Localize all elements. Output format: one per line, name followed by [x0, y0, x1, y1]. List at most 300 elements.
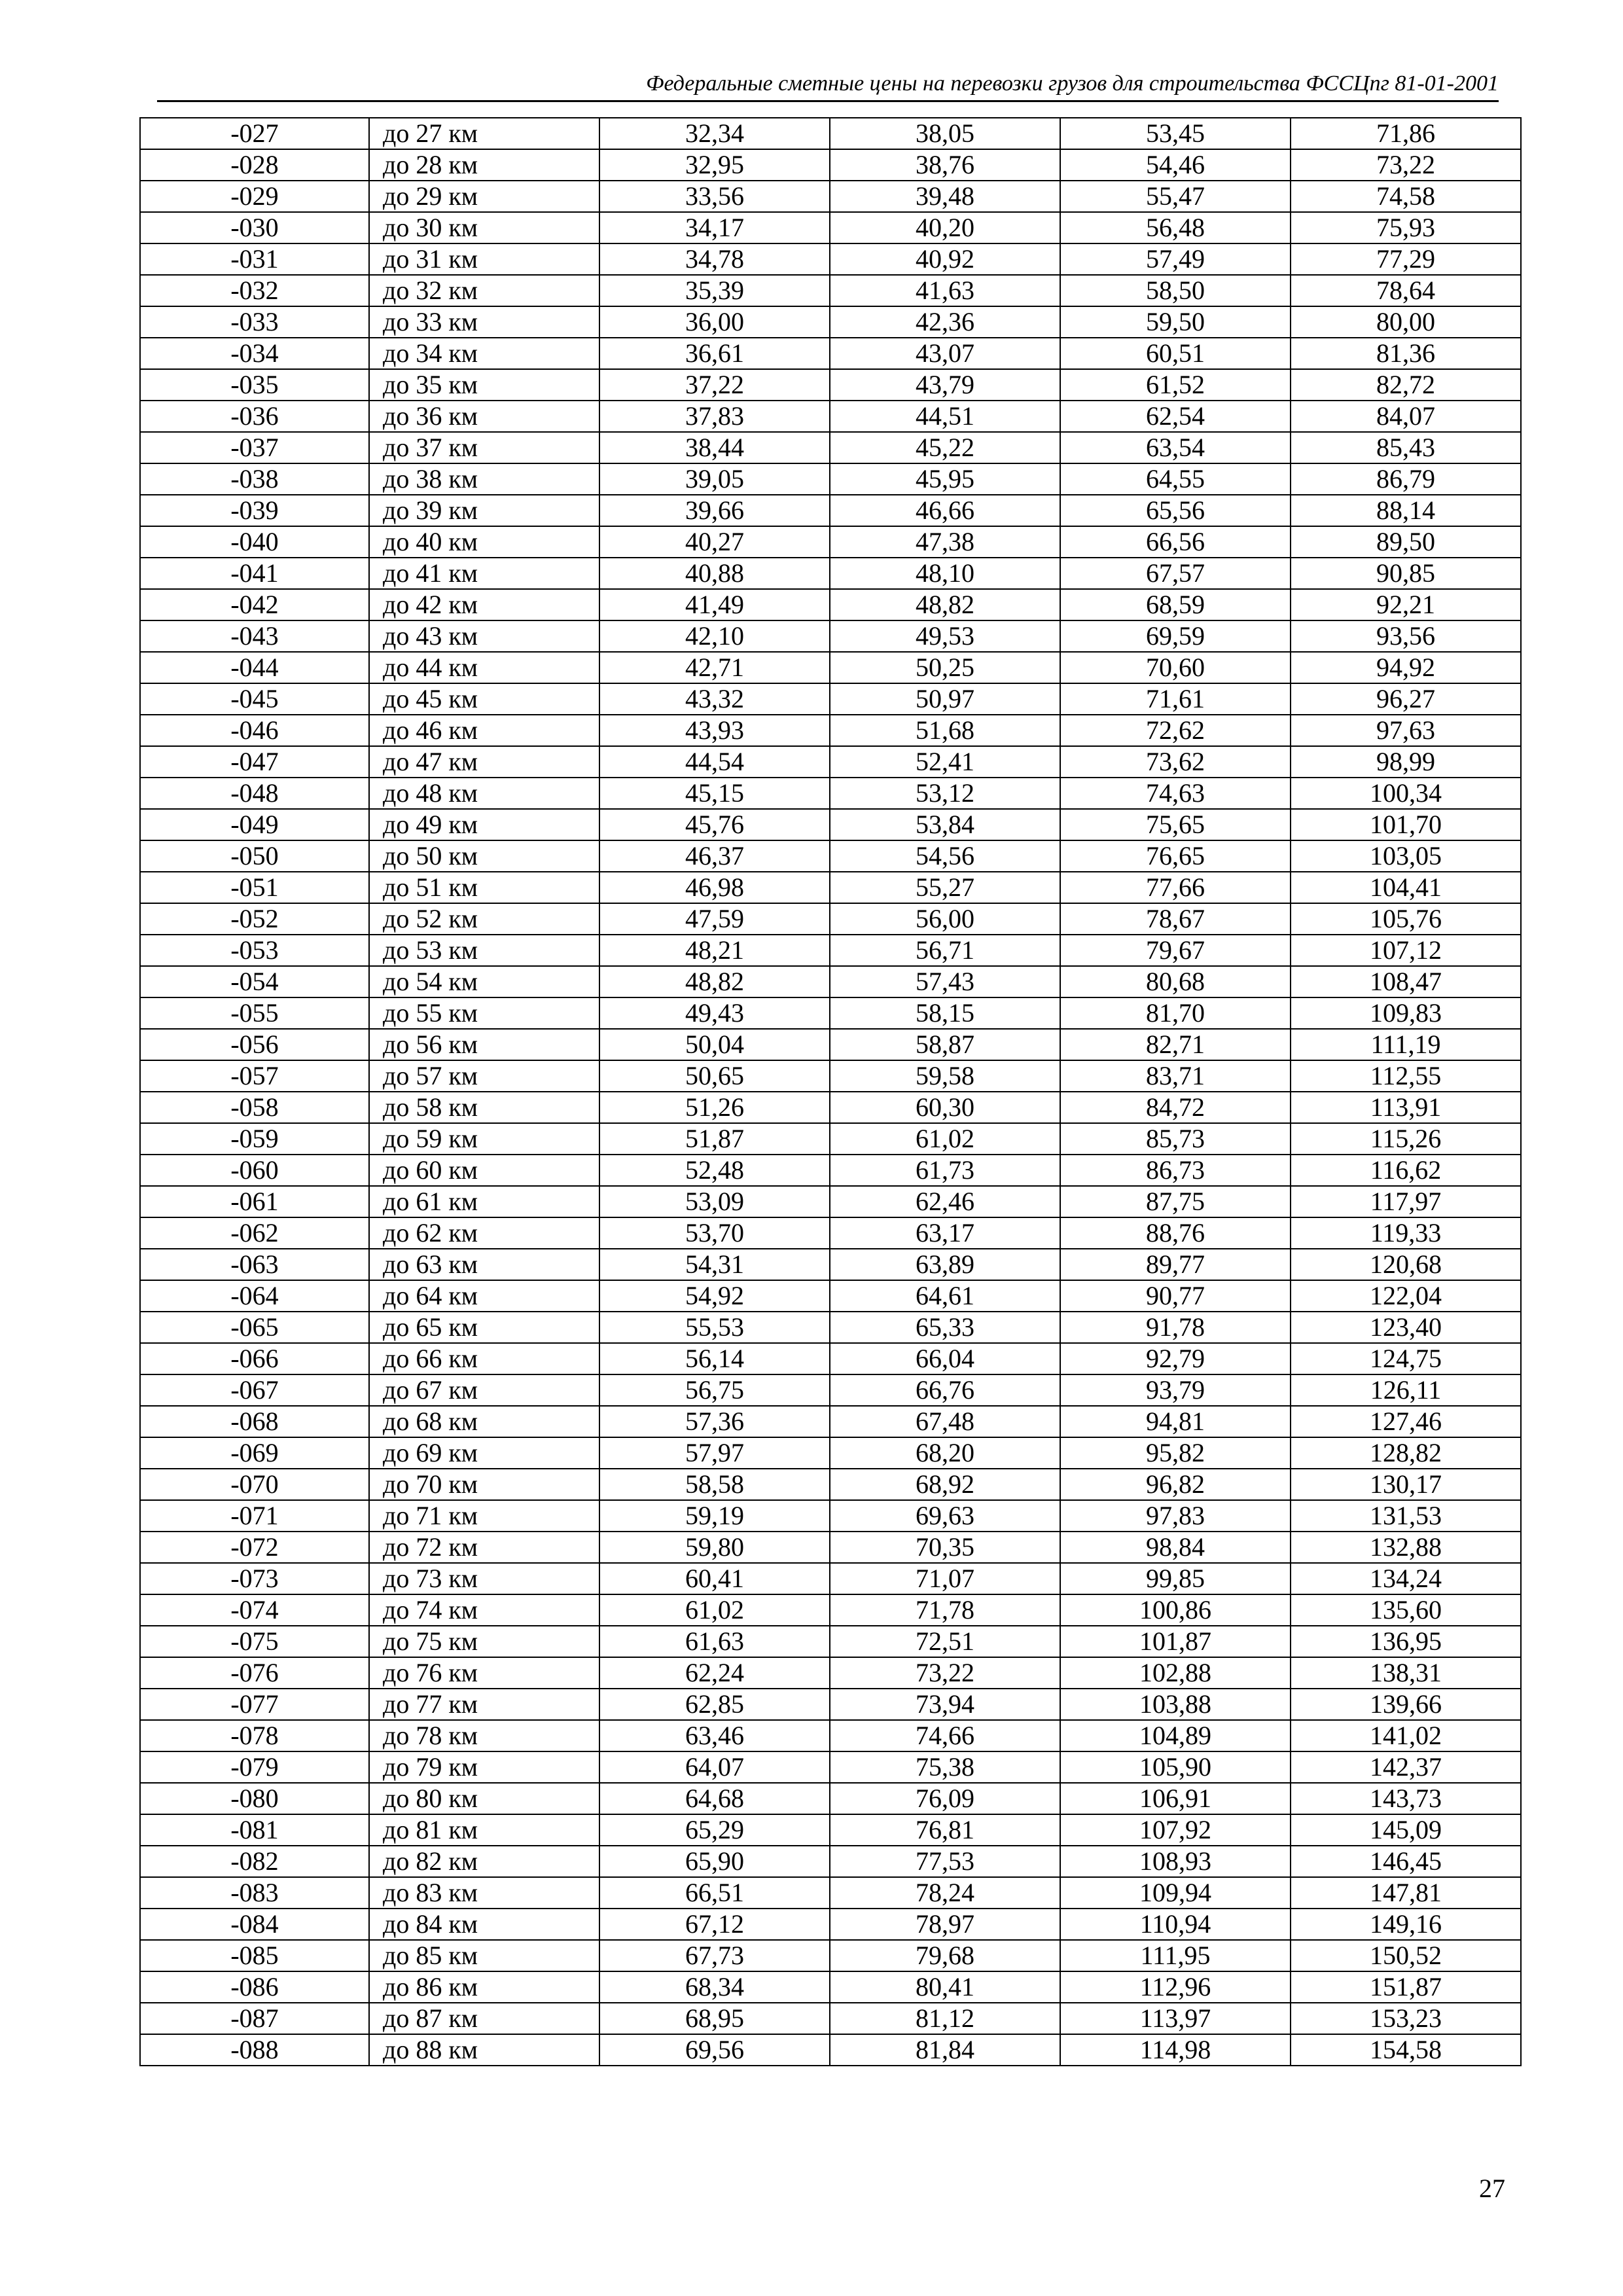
code-cell: -062	[140, 1217, 369, 1249]
price-col1-cell: 42,71	[599, 652, 830, 683]
code-cell: -076	[140, 1657, 369, 1689]
table-row	[140, 1406, 1521, 1437]
price-col1-cell: 37,22	[599, 369, 830, 401]
price-col2-cell: 38,05	[830, 118, 1060, 149]
code-cell: -075	[140, 1626, 369, 1657]
table-row	[140, 1563, 1521, 1594]
distance-cell: до 48 км	[369, 778, 599, 809]
price-col3-cell: 100,86	[1060, 1594, 1291, 1626]
price-col4-cell: 139,66	[1291, 1689, 1521, 1720]
price-col2-cell: 40,20	[830, 212, 1060, 243]
distance-cell: до 49 км	[369, 809, 599, 840]
price-col3-cell: 68,59	[1060, 589, 1291, 620]
price-col3-cell: 110,94	[1060, 1909, 1291, 1940]
price-col3-cell: 92,79	[1060, 1343, 1291, 1374]
price-col1-cell: 58,58	[599, 1469, 830, 1500]
price-col2-cell: 81,84	[830, 2034, 1060, 2066]
price-col3-cell: 93,79	[1060, 1374, 1291, 1406]
price-col2-cell: 58,87	[830, 1029, 1060, 1060]
price-col2-cell: 59,58	[830, 1060, 1060, 1092]
price-col3-cell: 83,71	[1060, 1060, 1291, 1092]
price-col2-cell: 50,97	[830, 683, 1060, 715]
code-cell: -034	[140, 338, 369, 369]
price-col4-cell: 136,95	[1291, 1626, 1521, 1657]
price-col3-cell: 91,78	[1060, 1312, 1291, 1343]
distance-cell: до 37 км	[369, 432, 599, 463]
price-col4-cell: 80,00	[1291, 306, 1521, 338]
price-col3-cell: 95,82	[1060, 1437, 1291, 1469]
price-col2-cell: 43,07	[830, 338, 1060, 369]
distance-cell: до 73 км	[369, 1563, 599, 1594]
table-row	[140, 620, 1521, 652]
price-col3-cell: 88,76	[1060, 1217, 1291, 1249]
table-row	[140, 809, 1521, 840]
price-col1-cell: 40,88	[599, 558, 830, 589]
price-col3-cell: 87,75	[1060, 1186, 1291, 1217]
code-cell: -031	[140, 243, 369, 275]
table-row	[140, 369, 1521, 401]
distance-cell: до 42 км	[369, 589, 599, 620]
distance-cell: до 62 км	[369, 1217, 599, 1249]
code-cell: -084	[140, 1909, 369, 1940]
price-col4-cell: 88,14	[1291, 495, 1521, 526]
price-col3-cell: 101,87	[1060, 1626, 1291, 1657]
distance-cell: до 61 км	[369, 1186, 599, 1217]
price-col1-cell: 52,48	[599, 1155, 830, 1186]
price-col4-cell: 85,43	[1291, 432, 1521, 463]
price-col3-cell: 66,56	[1060, 526, 1291, 558]
table-row	[140, 1594, 1521, 1626]
price-col3-cell: 59,50	[1060, 306, 1291, 338]
price-col4-cell: 131,53	[1291, 1500, 1521, 1532]
price-col4-cell: 153,23	[1291, 2003, 1521, 2034]
price-col3-cell: 107,92	[1060, 1814, 1291, 1846]
price-col2-cell: 73,94	[830, 1689, 1060, 1720]
price-col1-cell: 66,51	[599, 1877, 830, 1909]
price-col3-cell: 75,65	[1060, 809, 1291, 840]
table-row	[140, 966, 1521, 997]
price-col2-cell: 65,33	[830, 1312, 1060, 1343]
price-col2-cell: 48,82	[830, 589, 1060, 620]
table-row	[140, 338, 1521, 369]
distance-cell: до 57 км	[369, 1060, 599, 1092]
distance-cell: до 54 км	[369, 966, 599, 997]
price-col2-cell: 49,53	[830, 620, 1060, 652]
table-row	[140, 715, 1521, 746]
price-col2-cell: 75,38	[830, 1751, 1060, 1783]
price-col3-cell: 113,97	[1060, 2003, 1291, 2034]
table-row	[140, 778, 1521, 809]
price-col4-cell: 142,37	[1291, 1751, 1521, 1783]
price-col1-cell: 49,43	[599, 997, 830, 1029]
price-col3-cell: 114,98	[1060, 2034, 1291, 2066]
price-col3-cell: 111,95	[1060, 1940, 1291, 1971]
price-col4-cell: 146,45	[1291, 1846, 1521, 1877]
code-cell: -048	[140, 778, 369, 809]
price-col1-cell: 56,14	[599, 1343, 830, 1374]
distance-cell: до 77 км	[369, 1689, 599, 1720]
code-cell: -080	[140, 1783, 369, 1814]
price-col4-cell: 75,93	[1291, 212, 1521, 243]
table-row	[140, 589, 1521, 620]
price-col1-cell: 34,78	[599, 243, 830, 275]
price-col4-cell: 108,47	[1291, 966, 1521, 997]
distance-cell: до 34 км	[369, 338, 599, 369]
distance-cell: до 63 км	[369, 1249, 599, 1280]
price-col2-cell: 61,73	[830, 1155, 1060, 1186]
table-row	[140, 840, 1521, 872]
table-row	[140, 652, 1521, 683]
price-col3-cell: 97,83	[1060, 1500, 1291, 1532]
price-col3-cell: 98,84	[1060, 1532, 1291, 1563]
price-col2-cell: 47,38	[830, 526, 1060, 558]
table-row	[140, 1846, 1521, 1877]
price-col1-cell: 64,07	[599, 1751, 830, 1783]
price-col1-cell: 59,19	[599, 1500, 830, 1532]
code-cell: -058	[140, 1092, 369, 1123]
price-col3-cell: 84,72	[1060, 1092, 1291, 1123]
table-row	[140, 432, 1521, 463]
code-cell: -071	[140, 1500, 369, 1532]
table-row	[140, 495, 1521, 526]
price-col1-cell: 40,27	[599, 526, 830, 558]
code-cell: -049	[140, 809, 369, 840]
price-col3-cell: 77,66	[1060, 872, 1291, 903]
price-col2-cell: 74,66	[830, 1720, 1060, 1751]
code-cell: -038	[140, 463, 369, 495]
price-col3-cell: 86,73	[1060, 1155, 1291, 1186]
price-col2-cell: 53,84	[830, 809, 1060, 840]
price-col2-cell: 66,04	[830, 1343, 1060, 1374]
code-cell: -066	[140, 1343, 369, 1374]
price-col4-cell: 116,62	[1291, 1155, 1521, 1186]
price-col2-cell: 63,17	[830, 1217, 1060, 1249]
price-col1-cell: 63,46	[599, 1720, 830, 1751]
code-cell: -028	[140, 149, 369, 181]
price-col2-cell: 57,43	[830, 966, 1060, 997]
distance-cell: до 59 км	[369, 1123, 599, 1155]
distance-cell: до 30 км	[369, 212, 599, 243]
price-col4-cell: 94,92	[1291, 652, 1521, 683]
price-col1-cell: 59,80	[599, 1532, 830, 1563]
table-row	[140, 1971, 1521, 2003]
price-col1-cell: 57,97	[599, 1437, 830, 1469]
table-row	[140, 1186, 1521, 1217]
price-col1-cell: 39,05	[599, 463, 830, 495]
code-cell: -065	[140, 1312, 369, 1343]
page-number: 27	[1479, 2174, 1505, 2203]
distance-cell: до 35 км	[369, 369, 599, 401]
table-row	[140, 558, 1521, 589]
table-row	[140, 243, 1521, 275]
code-cell: -083	[140, 1877, 369, 1909]
price-col4-cell: 105,76	[1291, 903, 1521, 935]
price-col2-cell: 66,76	[830, 1374, 1060, 1406]
distance-cell: до 78 км	[369, 1720, 599, 1751]
price-col3-cell: 60,51	[1060, 338, 1291, 369]
price-col4-cell: 97,63	[1291, 715, 1521, 746]
price-col4-cell: 84,07	[1291, 401, 1521, 432]
price-col1-cell: 68,34	[599, 1971, 830, 2003]
code-cell: -033	[140, 306, 369, 338]
price-col4-cell: 119,33	[1291, 1217, 1521, 1249]
price-col3-cell: 102,88	[1060, 1657, 1291, 1689]
price-col4-cell: 107,12	[1291, 935, 1521, 966]
code-cell: -087	[140, 2003, 369, 2034]
price-col1-cell: 46,37	[599, 840, 830, 872]
price-col1-cell: 39,66	[599, 495, 830, 526]
code-cell: -067	[140, 1374, 369, 1406]
code-cell: -063	[140, 1249, 369, 1280]
price-col2-cell: 70,35	[830, 1532, 1060, 1563]
price-col3-cell: 70,60	[1060, 652, 1291, 683]
price-col4-cell: 78,64	[1291, 275, 1521, 306]
price-col3-cell: 62,54	[1060, 401, 1291, 432]
table-row	[140, 1374, 1521, 1406]
price-col2-cell: 71,07	[830, 1563, 1060, 1594]
price-col4-cell: 151,87	[1291, 1971, 1521, 2003]
table-row	[140, 1437, 1521, 1469]
distance-cell: до 68 км	[369, 1406, 599, 1437]
price-col2-cell: 58,15	[830, 997, 1060, 1029]
distance-cell: до 64 км	[369, 1280, 599, 1312]
price-col3-cell: 105,90	[1060, 1751, 1291, 1783]
distance-cell: до 55 км	[369, 997, 599, 1029]
table-row	[140, 746, 1521, 778]
table-row	[140, 275, 1521, 306]
code-cell: -035	[140, 369, 369, 401]
price-col2-cell: 62,46	[830, 1186, 1060, 1217]
distance-cell: до 66 км	[369, 1343, 599, 1374]
distance-cell: до 65 км	[369, 1312, 599, 1343]
price-col2-cell: 68,20	[830, 1437, 1060, 1469]
price-col3-cell: 89,77	[1060, 1249, 1291, 1280]
price-col4-cell: 103,05	[1291, 840, 1521, 872]
table-row	[140, 1720, 1521, 1751]
distance-cell: до 56 км	[369, 1029, 599, 1060]
table-row	[140, 1500, 1521, 1532]
price-col4-cell: 126,11	[1291, 1374, 1521, 1406]
distance-cell: до 87 км	[369, 2003, 599, 2034]
code-cell: -077	[140, 1689, 369, 1720]
price-col2-cell: 60,30	[830, 1092, 1060, 1123]
price-col1-cell: 55,53	[599, 1312, 830, 1343]
price-col1-cell: 48,21	[599, 935, 830, 966]
price-col1-cell: 50,65	[599, 1060, 830, 1092]
table-row	[140, 1343, 1521, 1374]
price-col4-cell: 98,99	[1291, 746, 1521, 778]
distance-cell: до 43 км	[369, 620, 599, 652]
price-col3-cell: 78,67	[1060, 903, 1291, 935]
distance-cell: до 70 км	[369, 1469, 599, 1500]
distance-cell: до 28 км	[369, 149, 599, 181]
distance-cell: до 41 км	[369, 558, 599, 589]
price-col2-cell: 40,92	[830, 243, 1060, 275]
price-col4-cell: 138,31	[1291, 1657, 1521, 1689]
table-row	[140, 306, 1521, 338]
price-col2-cell: 56,71	[830, 935, 1060, 966]
price-col3-cell: 64,55	[1060, 463, 1291, 495]
table-row	[140, 1312, 1521, 1343]
price-col2-cell: 44,51	[830, 401, 1060, 432]
price-col4-cell: 77,29	[1291, 243, 1521, 275]
distance-cell: до 50 км	[369, 840, 599, 872]
code-cell: -050	[140, 840, 369, 872]
price-col1-cell: 32,95	[599, 149, 830, 181]
table-row	[140, 997, 1521, 1029]
price-col3-cell: 58,50	[1060, 275, 1291, 306]
distance-cell: до 46 км	[369, 715, 599, 746]
price-col4-cell: 71,86	[1291, 118, 1521, 149]
code-cell: -045	[140, 683, 369, 715]
price-col2-cell: 54,56	[830, 840, 1060, 872]
price-col4-cell: 141,02	[1291, 1720, 1521, 1751]
table-row	[140, 1940, 1521, 1971]
price-col2-cell: 76,81	[830, 1814, 1060, 1846]
price-col4-cell: 117,97	[1291, 1186, 1521, 1217]
price-col2-cell: 53,12	[830, 778, 1060, 809]
code-cell: -060	[140, 1155, 369, 1186]
distance-cell: до 80 км	[369, 1783, 599, 1814]
code-cell: -088	[140, 2034, 369, 2066]
price-col1-cell: 53,70	[599, 1217, 830, 1249]
code-cell: -041	[140, 558, 369, 589]
price-col3-cell: 81,70	[1060, 997, 1291, 1029]
code-cell: -042	[140, 589, 369, 620]
table-row	[140, 1092, 1521, 1123]
running-header: Федеральные сметные цены на перевозки грузов для строительства ФССЦпг 81-01-2001	[646, 71, 1499, 96]
table-row	[140, 1280, 1521, 1312]
price-col3-cell: 57,49	[1060, 243, 1291, 275]
table-row	[140, 1909, 1521, 1940]
price-col4-cell: 143,73	[1291, 1783, 1521, 1814]
table-row	[140, 1689, 1521, 1720]
price-col2-cell: 77,53	[830, 1846, 1060, 1877]
distance-cell: до 86 км	[369, 1971, 599, 2003]
price-col2-cell: 41,63	[830, 275, 1060, 306]
price-col2-cell: 56,00	[830, 903, 1060, 935]
price-col3-cell: 74,63	[1060, 778, 1291, 809]
distance-cell: до 45 км	[369, 683, 599, 715]
price-col2-cell: 61,02	[830, 1123, 1060, 1155]
table-row	[140, 463, 1521, 495]
code-cell: -037	[140, 432, 369, 463]
price-col1-cell: 46,98	[599, 872, 830, 903]
code-cell: -032	[140, 275, 369, 306]
distance-cell: до 71 км	[369, 1500, 599, 1532]
price-col1-cell: 50,04	[599, 1029, 830, 1060]
table-row	[140, 149, 1521, 181]
table-row	[140, 526, 1521, 558]
price-col4-cell: 73,22	[1291, 149, 1521, 181]
price-col3-cell: 90,77	[1060, 1280, 1291, 1312]
distance-cell: до 75 км	[369, 1626, 599, 1657]
price-col3-cell: 55,47	[1060, 181, 1291, 212]
code-cell: -053	[140, 935, 369, 966]
price-col1-cell: 56,75	[599, 1374, 830, 1406]
price-col1-cell: 43,93	[599, 715, 830, 746]
price-col2-cell: 64,61	[830, 1280, 1060, 1312]
table-row	[140, 1657, 1521, 1689]
code-cell: -047	[140, 746, 369, 778]
table-row	[140, 1877, 1521, 1909]
distance-cell: до 47 км	[369, 746, 599, 778]
price-col3-cell: 61,52	[1060, 369, 1291, 401]
code-cell: -081	[140, 1814, 369, 1846]
price-col4-cell: 100,34	[1291, 778, 1521, 809]
price-col1-cell: 65,90	[599, 1846, 830, 1877]
code-cell: -043	[140, 620, 369, 652]
code-cell: -085	[140, 1940, 369, 1971]
price-col4-cell: 135,60	[1291, 1594, 1521, 1626]
price-col1-cell: 42,10	[599, 620, 830, 652]
price-col2-cell: 45,95	[830, 463, 1060, 495]
price-col4-cell: 86,79	[1291, 463, 1521, 495]
code-cell: -051	[140, 872, 369, 903]
price-col2-cell: 52,41	[830, 746, 1060, 778]
price-col1-cell: 61,63	[599, 1626, 830, 1657]
price-col1-cell: 44,54	[599, 746, 830, 778]
code-cell: -036	[140, 401, 369, 432]
price-col4-cell: 113,91	[1291, 1092, 1521, 1123]
price-col2-cell: 71,78	[830, 1594, 1060, 1626]
price-col4-cell: 130,17	[1291, 1469, 1521, 1500]
price-col2-cell: 69,63	[830, 1500, 1060, 1532]
code-cell: -086	[140, 1971, 369, 2003]
price-col1-cell: 62,24	[599, 1657, 830, 1689]
price-col1-cell: 62,85	[599, 1689, 830, 1720]
code-cell: -029	[140, 181, 369, 212]
price-col4-cell: 104,41	[1291, 872, 1521, 903]
price-col4-cell: 123,40	[1291, 1312, 1521, 1343]
distance-cell: до 29 км	[369, 181, 599, 212]
price-col4-cell: 101,70	[1291, 809, 1521, 840]
price-col4-cell: 120,68	[1291, 1249, 1521, 1280]
price-col2-cell: 80,41	[830, 1971, 1060, 2003]
table-row	[140, 1751, 1521, 1783]
price-col4-cell: 127,46	[1291, 1406, 1521, 1437]
distance-cell: до 82 км	[369, 1846, 599, 1877]
distance-cell: до 38 км	[369, 463, 599, 495]
price-col4-cell: 124,75	[1291, 1343, 1521, 1374]
code-cell: -057	[140, 1060, 369, 1092]
price-col1-cell: 54,31	[599, 1249, 830, 1280]
code-cell: -059	[140, 1123, 369, 1155]
code-cell: -068	[140, 1406, 369, 1437]
price-col3-cell: 63,54	[1060, 432, 1291, 463]
price-col1-cell: 68,95	[599, 2003, 830, 2034]
header-rule	[157, 100, 1499, 102]
price-col2-cell: 42,36	[830, 306, 1060, 338]
price-col1-cell: 65,29	[599, 1814, 830, 1846]
price-col2-cell: 48,10	[830, 558, 1060, 589]
price-col4-cell: 74,58	[1291, 181, 1521, 212]
price-col3-cell: 69,59	[1060, 620, 1291, 652]
price-col1-cell: 60,41	[599, 1563, 830, 1594]
price-col3-cell: 106,91	[1060, 1783, 1291, 1814]
price-col4-cell: 111,19	[1291, 1029, 1521, 1060]
price-col4-cell: 115,26	[1291, 1123, 1521, 1155]
code-cell: -078	[140, 1720, 369, 1751]
distance-cell: до 67 км	[369, 1374, 599, 1406]
price-col1-cell: 36,00	[599, 306, 830, 338]
price-col1-cell: 45,15	[599, 778, 830, 809]
price-col2-cell: 81,12	[830, 2003, 1060, 2034]
price-col2-cell: 78,97	[830, 1909, 1060, 1940]
price-col4-cell: 122,04	[1291, 1280, 1521, 1312]
code-cell: -030	[140, 212, 369, 243]
table-row	[140, 401, 1521, 432]
